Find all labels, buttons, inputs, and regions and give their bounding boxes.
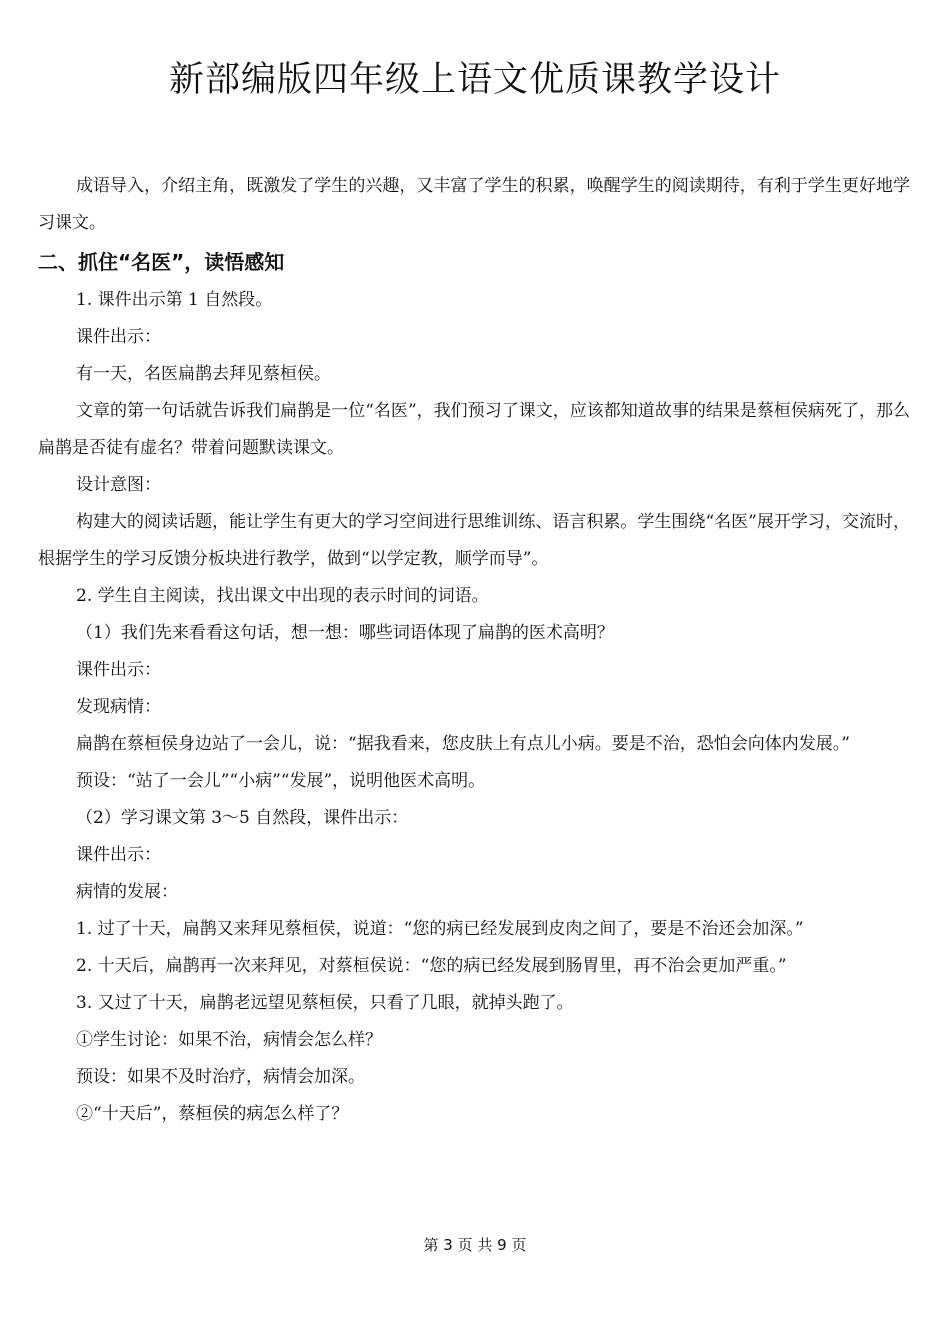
- discussion-question-2: ②“十天后”，蔡桓侯的病怎么样了？: [76, 1104, 349, 1124]
- design-intent-label: 设计意图：: [76, 475, 161, 495]
- discussion-question-1: ①学生讨论：如果不治，病情会怎么样？: [76, 1030, 382, 1050]
- sub-step-1: （1）我们先来看看这句话，想一想：哪些词语体现了扁鹊的医术高明？: [76, 623, 614, 643]
- progress-item-2: 2. 十天后，扁鹊再一次来拜见，对蔡桓侯说：“您的病已经发展到肠胃里，再不治会更加严重。”: [76, 956, 787, 976]
- step-2: 2. 学生自主阅读，找出课文中出现的表示时间的词语。: [76, 586, 489, 606]
- quote-paragraph: 扁鹊在蔡桓侯身边站了一会儿，说：“据我看来，您皮肤上有点儿小病。要是不治，恐怕会向体内发展。”: [76, 734, 850, 754]
- illness-progress-label: 病情的发展：: [76, 882, 178, 902]
- discover-illness-label: 发现病情：: [76, 697, 161, 717]
- design-intent-text: 构建大的阅读话题，能让学生有更大的学习空间进行思维训练、语言积累。学生围绕“名医”展开学习，交流时，根据学生的学习反馈分板块进行教学，做到“以学定教，顺学而导”。: [38, 512, 910, 569]
- preset-answer: 预设：“站了一会儿”“小病”“发展”，说明他医术高明。: [76, 771, 486, 791]
- section-heading: 二、抓住“名医”，读悟感知: [38, 250, 285, 274]
- quote-line: 有一天，名医扁鹊去拜见蔡桓侯。: [76, 364, 331, 384]
- progress-item-1: 1. 过了十天，扁鹊又来拜见蔡桓侯，说道：“您的病已经发展到皮肉之间了，要是不治还会加深。”: [76, 919, 804, 939]
- intro-paragraph: 成语导入，介绍主角，既激发了学生的兴趣，又丰富了学生的积累，唤醒学生的阅读期待，有利于学生更好地学习课文。: [38, 176, 910, 233]
- courseware-label: 课件出示：: [76, 845, 161, 865]
- courseware-label: 课件出示：: [76, 327, 161, 347]
- explanation-paragraph: 文章的第一句话就告诉我们扁鹊是一位“名医”，我们预习了课文，应该都知道故事的结果是蔡桓侯病死了，那么扁鹊是否徒有虚名？带着问题默读课文。: [38, 401, 910, 458]
- document-body: [38, 168, 910, 1133]
- sub-step-2: （2）学习课文第 3～5 自然段，课件出示：: [76, 808, 409, 828]
- courseware-label: 课件出示：: [76, 660, 161, 680]
- preset-answer: 预设：如果不及时治疗，病情会加深。: [76, 1067, 365, 1087]
- progress-item-3: 3. 又过了十天，扁鹊老远望见蔡桓侯，只看了几眼，就掉头跑了。: [76, 993, 574, 1013]
- step-1: 1. 课件出示第 1 自然段。: [76, 290, 273, 310]
- page-title: 新部编版四年级上语文优质课教学设计: [168, 60, 781, 100]
- page-footer: 第 3 页 共 9 页: [423, 1236, 527, 1254]
